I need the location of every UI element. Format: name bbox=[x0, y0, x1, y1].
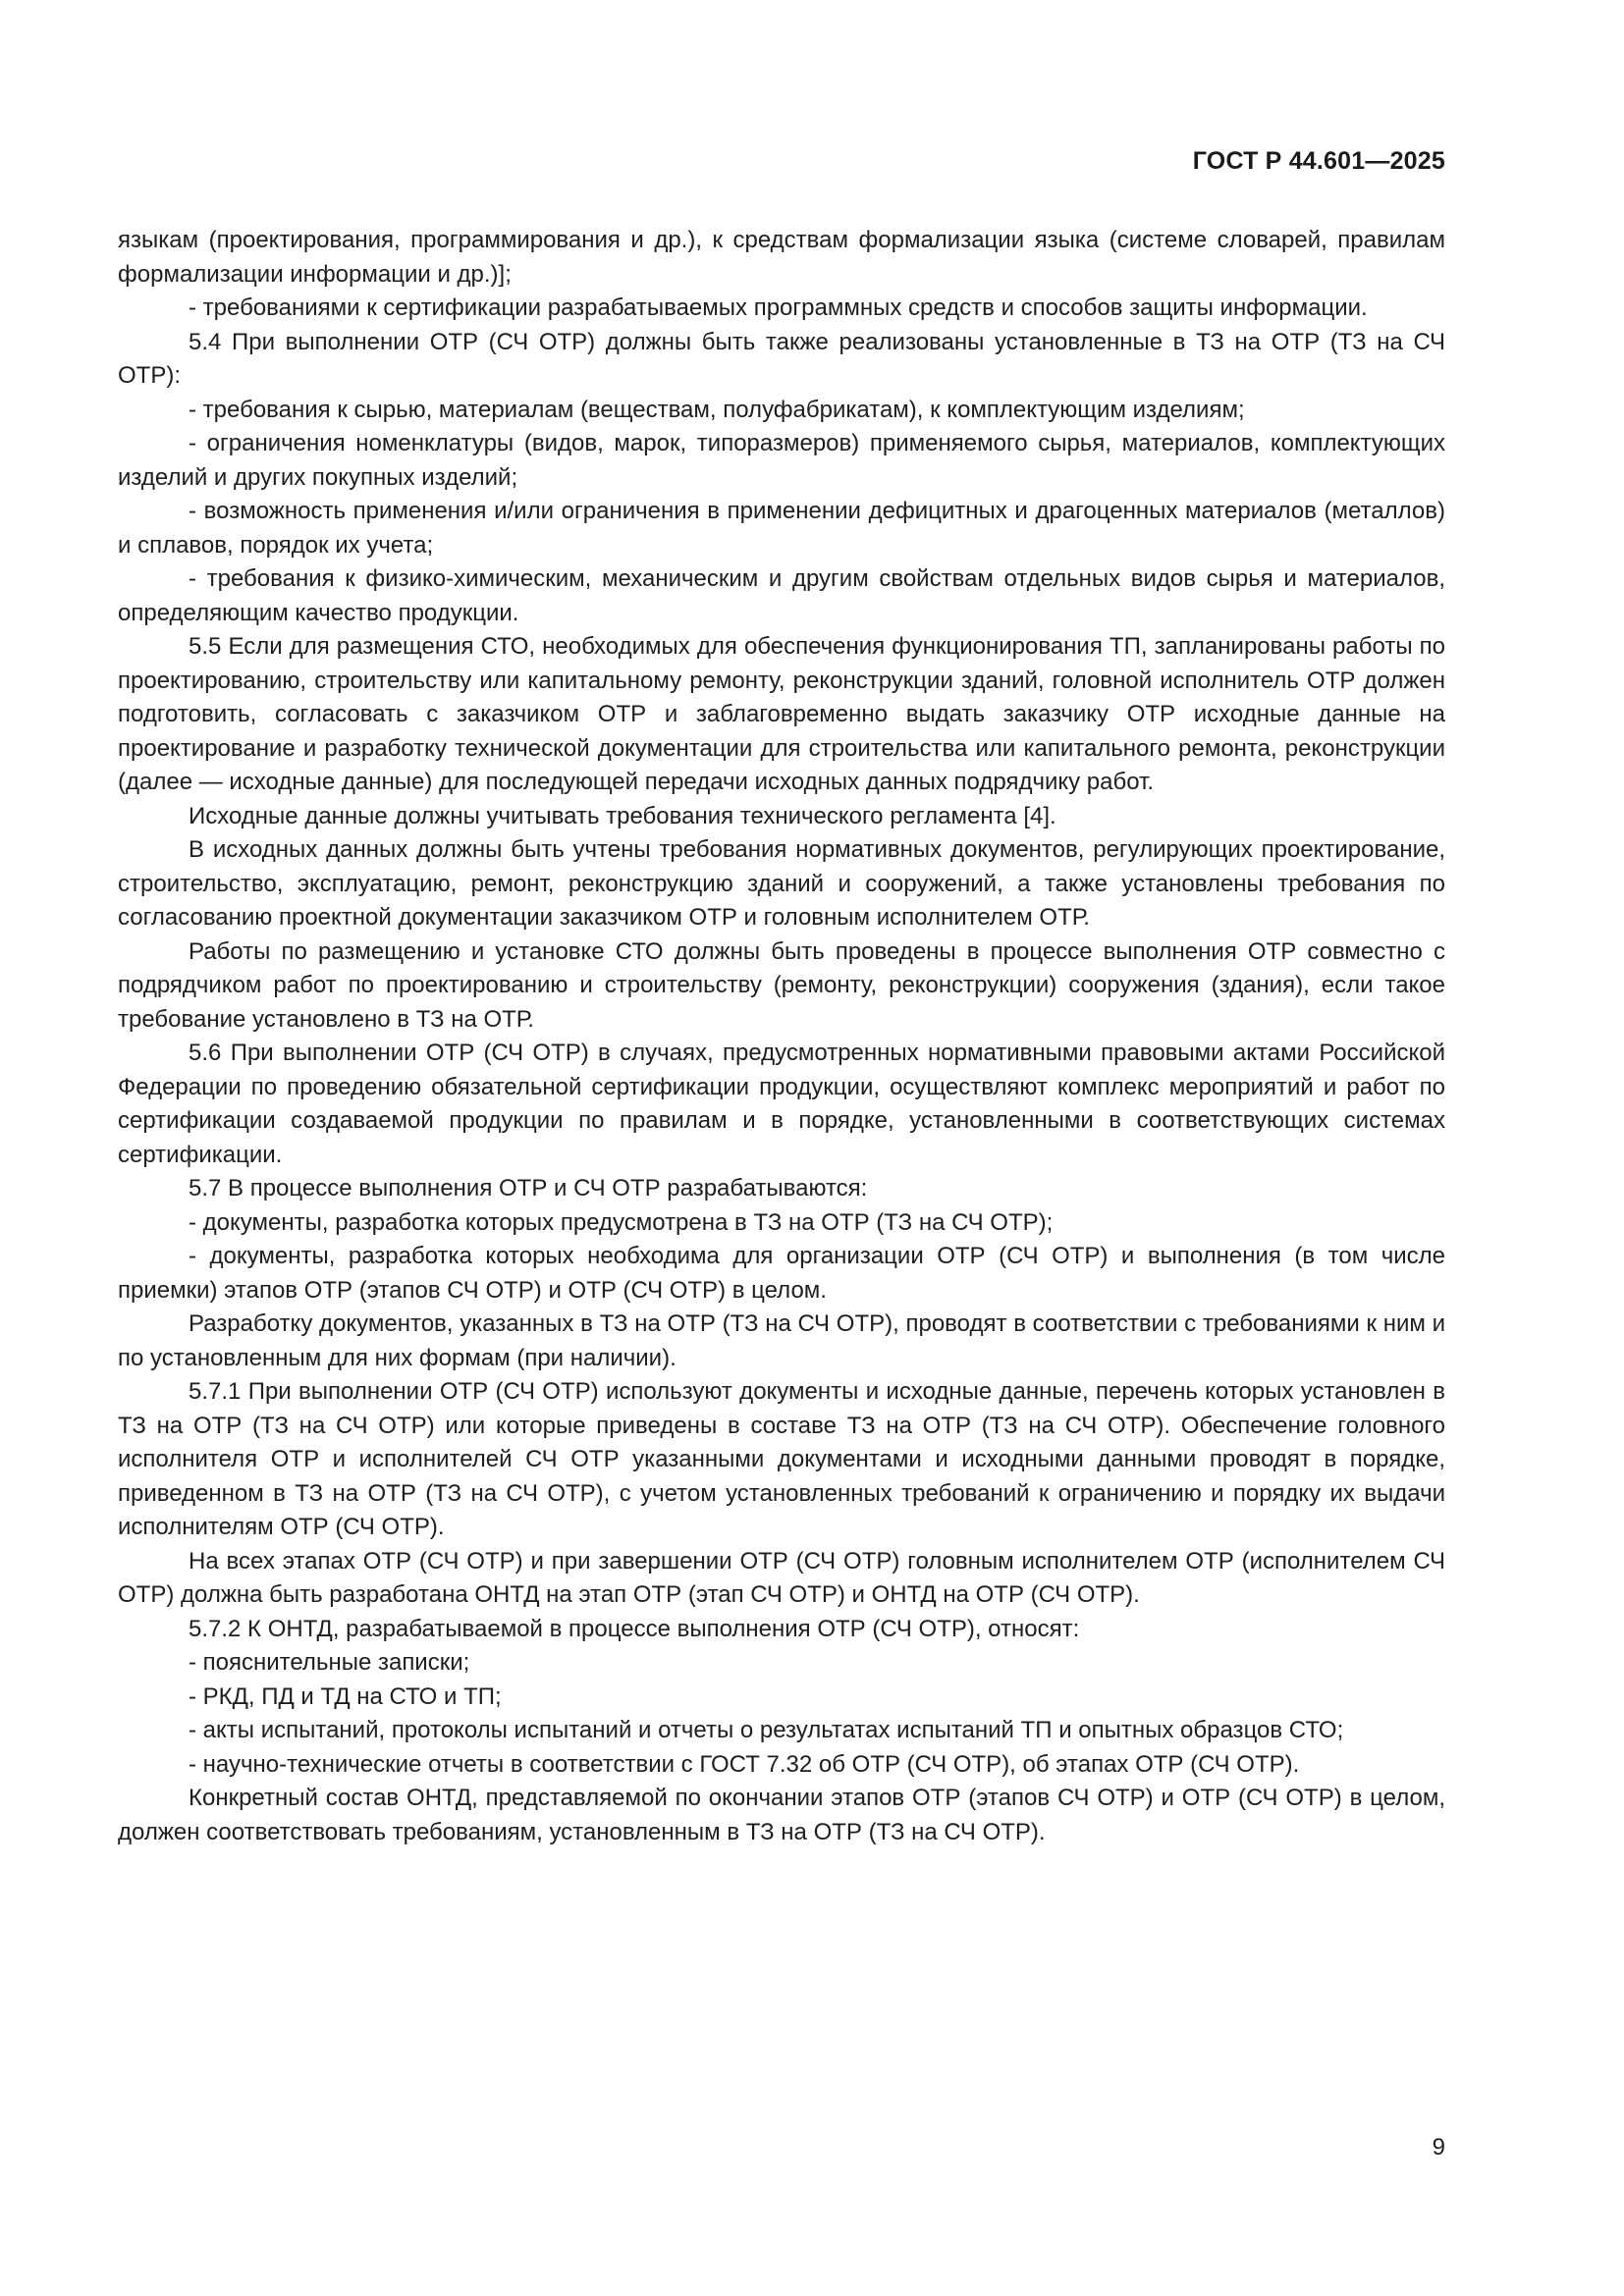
list-item: - документы, разработка которых предусмотрена в ТЗ на ОТР (ТЗ на СЧ ОТР); bbox=[189, 1208, 1054, 1236]
paragraph: На всех этапах ОТР (СЧ ОТР) и при завершении ОТР (СЧ ОТР) головным исполнителем ОТР (исполнителем СЧ ОТР) должна быть разработана ОНТД на этап ОТР (этап СЧ ОТР) и ОНТД на ОТР (СЧ ОТР). bbox=[118, 1547, 1445, 1608]
paragraph: В исходных данных должны быть учтены требования нормативных документов, регулирующих проектирование, строительство, эксплуатацию, ремонт, реконструкцию зданий и сооружений, а также установлены требования по согласованию проектной документации заказчиком ОТР и головным исполнителем ОТР. bbox=[118, 836, 1445, 931]
list-item: - документы, разработка которых необходима для организации ОТР (СЧ ОТР) и выполнения (в том числе приемки) этапов ОТР (этапов СЧ ОТР) и ОТР (СЧ ОТР) в целом. bbox=[118, 1243, 1445, 1304]
paragraph: Работы по размещению и установке СТО должны быть проведены в процессе выполнения ОТР совместно с подрядчиком работ по проектированию и строительству (ремонту, реконструкции) сооружения (здания), если такое требование установлено в ТЗ на ОТР. bbox=[118, 937, 1445, 1033]
list-item: - требованиями к сертификации разрабатываемых программных средств и способов защиты информации. bbox=[189, 294, 1368, 321]
paragraph: Конкретный состав ОНТД, представляемой по окончании этапов ОТР (этапов СЧ ОТР) и ОТР (СЧ ОТР) в целом, должен соответствовать требованиям, установленным в ТЗ на ОТР (ТЗ на СЧ ОТР). bbox=[118, 1785, 1445, 1845]
clause-5-7: 5.7 В процессе выполнения ОТР и СЧ ОТР разрабатываются: bbox=[189, 1175, 868, 1201]
clause-5-7-2: 5.7.2 К ОНТД, разрабатываемой в процессе выполнения ОТР (СЧ ОТР), относят: bbox=[189, 1615, 1080, 1642]
list-item: - требования к сырью, материалам (веществам, полуфабрикатам), к комплектующим изделиям; bbox=[189, 396, 1245, 423]
standard-designation: ГОСТ Р 44.601—2025 bbox=[1192, 147, 1445, 175]
list-item: - пояснительные записки; bbox=[189, 1649, 470, 1676]
list-item: - возможность применения и/или ограничения в применении дефицитных и драгоценных материалов (металлов) и сплавов, порядок их учета; bbox=[118, 498, 1445, 559]
paragraph: Разработку документов, указанных в ТЗ на ОТР (ТЗ на СЧ ОТР), проводят в соответствии с требованиями к ним и по установленным для них формам (при наличии). bbox=[118, 1310, 1445, 1371]
document-body bbox=[118, 224, 1445, 1849]
page-number: 9 bbox=[1432, 2134, 1445, 2161]
clause-5-7-1: 5.7.1 При выполнении ОТР (СЧ ОТР) используют документы и исходные данные, перечень которых установлен в ТЗ на ОТР (ТЗ на СЧ ОТР) или которые приведены в составе ТЗ на ОТР (ТЗ на СЧ ОТР). Обеспечение головного исполнителя ОТР и исполнителей СЧ ОТР указанными документами и исходными данными проводят в порядке, приведенном в ТЗ на ОТР (ТЗ на СЧ ОТР), с учетом установленных требований к ограничению и порядку их выдачи исполнителям ОТР (СЧ ОТР). bbox=[118, 1378, 1445, 1540]
clause-5-6: 5.6 При выполнении ОТР (СЧ ОТР) в случаях, предусмотренных нормативными правовыми актами Российской Федерации по проведению обязательной сертификации продукции, осуществляют комплекс мероприятий и работ по сертификации создаваемой продукции по правилам и в порядке, установленными в соответствующих системах сертификации. bbox=[118, 1040, 1445, 1168]
list-item: - ограничения номенклатуры (видов, марок, типоразмеров) применяемого сырья, материалов, комплектующих изделий и других покупных изделий; bbox=[118, 430, 1445, 491]
clause-5-5: 5.5 Если для размещения СТО, необходимых для обеспечения функционирования ТП, запланированы работы по проектированию, строительству или капитальному ремонту, реконструкции зданий, головной исполнитель ОТР должен подготовить, согласовать с заказчиком ОТР и заблаговременно выдать заказчику ОТР исходные данные на проектирование и разработку технической документации для строительства или капитального ремонта, реконструкции (далее — исходные данные) для последующей передачи исходных данных подрядчику работ. bbox=[118, 633, 1445, 795]
clause-5-4: 5.4 При выполнении ОТР (СЧ ОТР) должны быть также реализованы установленные в ТЗ на ОТР (ТЗ на СЧ ОТР): bbox=[118, 328, 1445, 389]
list-item: - РКД, ПД и ТД на СТО и ТП; bbox=[189, 1682, 502, 1710]
list-item: - требования к физико-химическим, механическим и другим свойствам отдельных видов сырья и материалов, определяющим качество продукции. bbox=[118, 565, 1445, 626]
paragraph: языкам (проектирования, программирования и др.), к средствам формализации языка (системе словарей, правилам формализации информации и др.)]; bbox=[118, 227, 1445, 288]
list-item: - акты испытаний, протоколы испытаний и отчеты о результатах испытаний ТП и опытных образцов СТО; bbox=[189, 1717, 1344, 1743]
list-item: - научно-технические отчеты в соответствии с ГОСТ 7.32 об ОТР (СЧ ОТР), об этапах ОТР (СЧ ОТР). bbox=[189, 1750, 1300, 1778]
paragraph: Исходные данные должны учитывать требования технического регламента [4]. bbox=[189, 802, 1056, 829]
